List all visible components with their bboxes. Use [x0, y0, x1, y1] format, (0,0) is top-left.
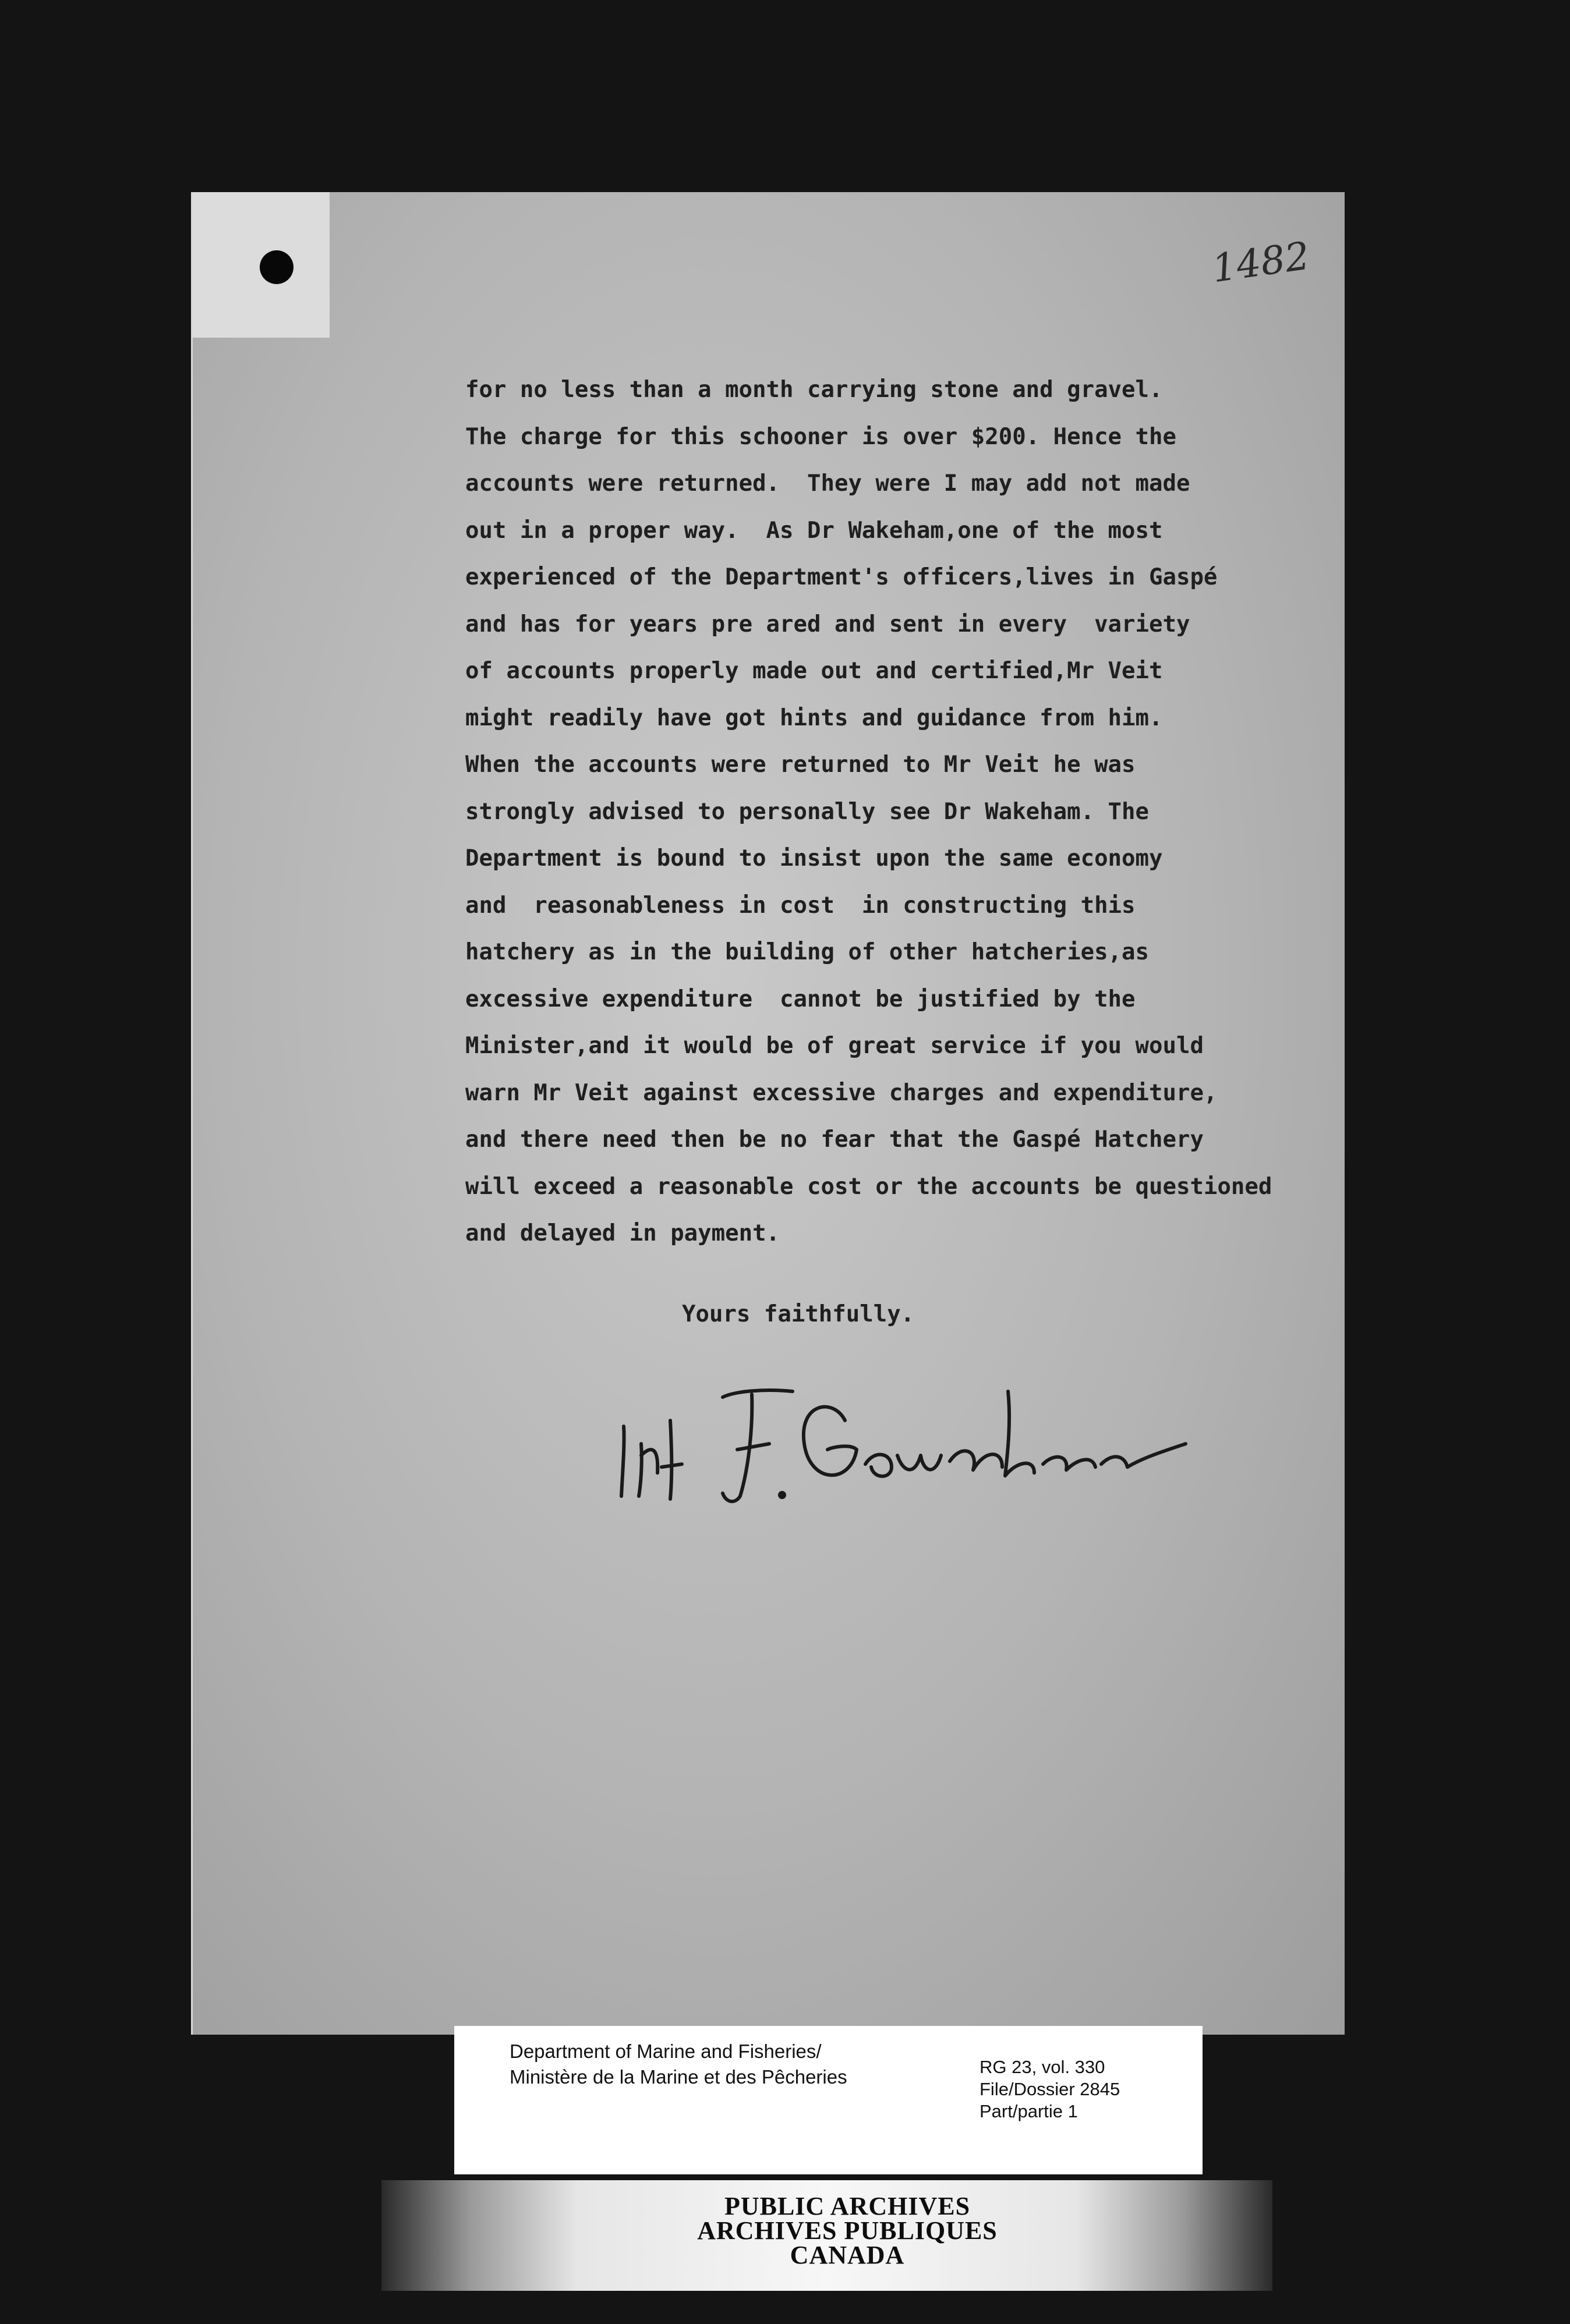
page-corner-tab — [193, 192, 330, 338]
letter-page — [191, 192, 1345, 2035]
letter-line: The charge for this schooner is over $200. Hence the — [465, 423, 1176, 450]
letter-body — [465, 367, 1272, 1257]
letter-line: accounts were returned. They were I may add not made — [465, 470, 1190, 497]
archive-banner-line: CANADA — [790, 2241, 905, 2269]
letter-line: experienced of the Department's officers,lives in Gaspé — [465, 564, 1218, 590]
letter-line: might readily have got hints and guidance from him. — [465, 704, 1163, 731]
department-name-en: Department of Marine and Fisheries/ — [510, 2040, 822, 2062]
letter-line: and reasonableness in cost in constructing this — [465, 892, 1136, 919]
handwritten-page-number: 1482 — [1209, 233, 1313, 292]
punch-hole — [260, 250, 294, 284]
letter-line: and has for years pre ared and sent in every variety — [465, 611, 1190, 637]
letter-line: Department is bound to insist upon the same economy — [465, 845, 1163, 872]
letter-line: will exceed a reasonable cost or the accounts be questioned — [465, 1173, 1272, 1200]
letter-line: hatchery as in the building of other hatcheries,as — [465, 939, 1149, 965]
letter-line: of accounts properly made out and certified,Mr Veit — [465, 658, 1163, 684]
letter-line: When the accounts were returned to Mr Veit he was — [465, 752, 1136, 778]
letter-line: and there need then be no fear that the Gaspé Hatchery — [465, 1126, 1204, 1153]
handwritten-signature — [600, 1356, 1194, 1508]
part-number: Part/partie 1 — [980, 2101, 1078, 2121]
letter-closing: Yours faithfully. — [682, 1301, 915, 1327]
record-group: RG 23, vol. 330 — [980, 2057, 1105, 2077]
letter-line: warn Mr Veit against excessive charges and expenditure, — [465, 1079, 1218, 1106]
letter-line: for no less than a month carrying stone and gravel. — [465, 377, 1163, 403]
department-name-fr: Ministère de la Marine et des Pêcheries — [510, 2066, 847, 2088]
archive-banner-line: PUBLIC ARCHIVES — [724, 2192, 971, 2220]
archive-reference-card — [454, 2026, 1203, 2174]
letter-line: out in a proper way. As Dr Wakeham,one of the most — [465, 517, 1163, 544]
archive-banner-line: ARCHIVES PUBLIQUES — [697, 2216, 998, 2245]
letter-line: and delayed in payment. — [465, 1220, 780, 1246]
public-archives-banner — [381, 2180, 1272, 2291]
letter-line: excessive expenditure cannot be justified by the — [465, 986, 1136, 1012]
letter-line: strongly advised to personally see Dr Wakeham. The — [465, 798, 1149, 825]
file-number: File/Dossier 2845 — [980, 2079, 1120, 2099]
letter-line: Minister,and it would be of great service if you would — [465, 1033, 1204, 1059]
